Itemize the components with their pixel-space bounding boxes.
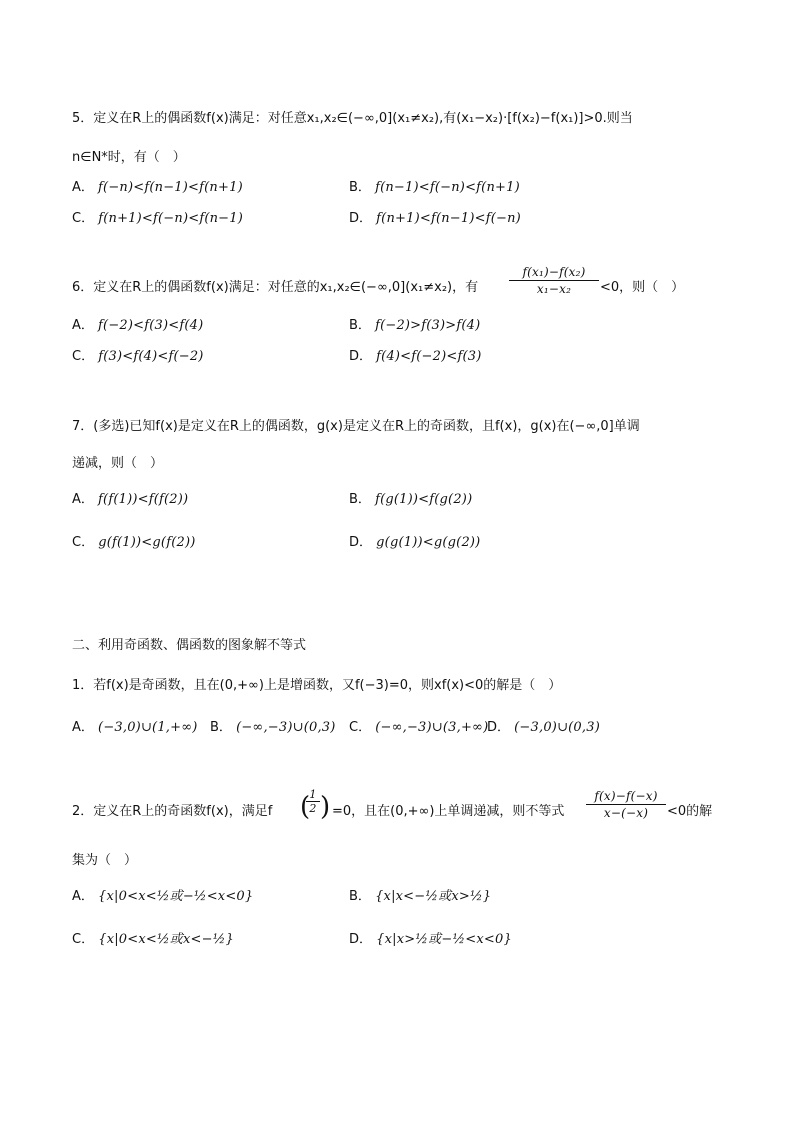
fraction-numerator: f(x)−f(−x) xyxy=(586,789,666,805)
q7-option-b xyxy=(349,488,472,507)
s2q2-stem-c: <0的解 xyxy=(667,804,713,819)
option-text: f(−n)<f(n−1)<f(n+1) xyxy=(98,180,243,195)
option-text: g(f(1))<g(f(2)) xyxy=(98,535,196,550)
option-label: A． xyxy=(72,720,94,735)
q6-option-a xyxy=(72,314,203,333)
s2q2-option-c xyxy=(72,928,234,947)
paren-right-icon: ) xyxy=(320,792,331,822)
q5-option-b xyxy=(349,176,520,195)
option-text: f(3)<f(4)<f(−2) xyxy=(98,349,204,364)
q5-stem-line1: 5．定义在R上的偶函数f(x)满足：对任意x₁,x₂∈(−∞,0](x₁≠x₂),有(x₁−x₂)·[f(x₂)−f(x₁)]>0.则当 xyxy=(72,111,633,126)
q5-option-d xyxy=(349,207,521,226)
option-label: C． xyxy=(72,932,95,947)
q6-fraction xyxy=(509,265,599,296)
s2q1-option-b xyxy=(210,716,336,735)
q7-stem-line1: 7．(多选)已知f(x)是定义在R上的偶函数，g(x)是定义在R上的奇函数，且f(x)，g(x)在(−∞,0]单调 xyxy=(72,419,640,434)
section-title: 二、利用奇函数、偶函数的图象解不等式 xyxy=(72,638,307,653)
option-label: B． xyxy=(210,720,232,735)
q6-stem-before: 6．定义在R上的偶函数f(x)满足：对任意的x₁,x₂∈(−∞,0](x₁≠x₂)，有 xyxy=(72,280,479,295)
s2q2-half-fraction xyxy=(300,788,331,822)
option-label: C． xyxy=(349,720,372,735)
s2q1-option-a xyxy=(72,716,198,735)
q5-option-c xyxy=(72,207,243,226)
option-text: (−3,0)∪(1,+∞) xyxy=(98,720,198,735)
option-text: f(−2)<f(3)<f(4) xyxy=(98,318,204,333)
option-text: (−∞,−3)∪(0,3) xyxy=(236,720,336,735)
s2q1-option-c xyxy=(349,716,488,735)
option-label: D． xyxy=(349,211,373,226)
s2q2-option-d xyxy=(349,928,512,947)
q7-option-c xyxy=(72,531,196,550)
option-label: D． xyxy=(349,349,373,364)
option-label: C． xyxy=(72,535,95,550)
s2q1-option-d xyxy=(487,716,600,735)
option-text: f(−2)>f(3)>f(4) xyxy=(375,318,481,333)
option-text: f(n−1)<f(−n)<f(n+1) xyxy=(375,180,520,195)
q7-option-d xyxy=(349,531,480,550)
option-label: C． xyxy=(72,349,95,364)
s2q2-stem-a: 2．定义在R上的奇函数f(x)，满足f xyxy=(72,804,273,819)
option-text: {x|0<x<½或x<−½} xyxy=(98,932,234,947)
option-text: {x|0<x<½或−½<x<0} xyxy=(98,889,254,904)
fraction-denominator: x₁−x₂ xyxy=(536,282,572,296)
option-text: (−3,0)∪(0,3) xyxy=(514,720,600,735)
fraction-denominator: x−(−x) xyxy=(603,806,649,820)
option-label: A． xyxy=(72,492,94,507)
option-label: C． xyxy=(72,211,95,226)
option-label: B． xyxy=(349,318,371,333)
q6-stem-after: <0，则（ ） xyxy=(600,280,685,295)
option-label: D． xyxy=(349,535,373,550)
paren-left-icon: ( xyxy=(300,792,311,822)
option-label: A． xyxy=(72,889,94,904)
s2q1-stem: 1．若f(x)是奇函数，且在(0,+∞)上是增函数，又f(−3)=0，则xf(x)<0的解是（ ） xyxy=(72,678,562,693)
fraction-numerator: f(x₁)−f(x₂) xyxy=(509,265,599,281)
q7-option-a xyxy=(72,488,188,507)
option-text: f(g(1))<f(g(2)) xyxy=(375,492,473,507)
s2q2-stem-b: =0，且在(0,+∞)上单调递减，则不等式 xyxy=(332,804,565,819)
option-text: f(n+1)<f(n−1)<f(−n) xyxy=(376,211,521,226)
s2q2-fraction xyxy=(586,789,666,820)
option-text: f(4)<f(−2)<f(3) xyxy=(376,349,482,364)
option-text: {x|x>½或−½<x<0} xyxy=(376,932,512,947)
option-label: A． xyxy=(72,318,94,333)
q7-stem-line2: 递减，则（ ） xyxy=(72,456,164,471)
fraction-numerator: 1 xyxy=(306,788,320,802)
s2q2-option-b xyxy=(349,885,491,904)
s2q2-option-a xyxy=(72,885,253,904)
fraction-denominator: 2 xyxy=(309,802,317,815)
option-text: f(f(1))<f(f(2)) xyxy=(98,492,189,507)
option-text: {x|x<−½或x>½} xyxy=(375,889,492,904)
q6-option-c xyxy=(72,345,204,364)
option-label: D． xyxy=(487,720,511,735)
s2q2-stem-line2: 集为（ ） xyxy=(72,853,138,868)
option-text: f(n+1)<f(−n)<f(n−1) xyxy=(98,211,244,226)
q5-option-a xyxy=(72,176,243,195)
q6-option-b xyxy=(349,314,480,333)
option-label: B． xyxy=(349,492,371,507)
option-label: D． xyxy=(349,932,373,947)
option-text: (−∞,−3)∪(3,+∞) xyxy=(375,720,489,735)
option-label: B． xyxy=(349,180,371,195)
option-label: B． xyxy=(349,889,371,904)
option-label: A． xyxy=(72,180,94,195)
option-text: g(g(1))<g(g(2)) xyxy=(376,535,481,550)
q6-option-d xyxy=(349,345,482,364)
q5-stem-line2: n∈N*时，有（ ） xyxy=(72,150,186,165)
